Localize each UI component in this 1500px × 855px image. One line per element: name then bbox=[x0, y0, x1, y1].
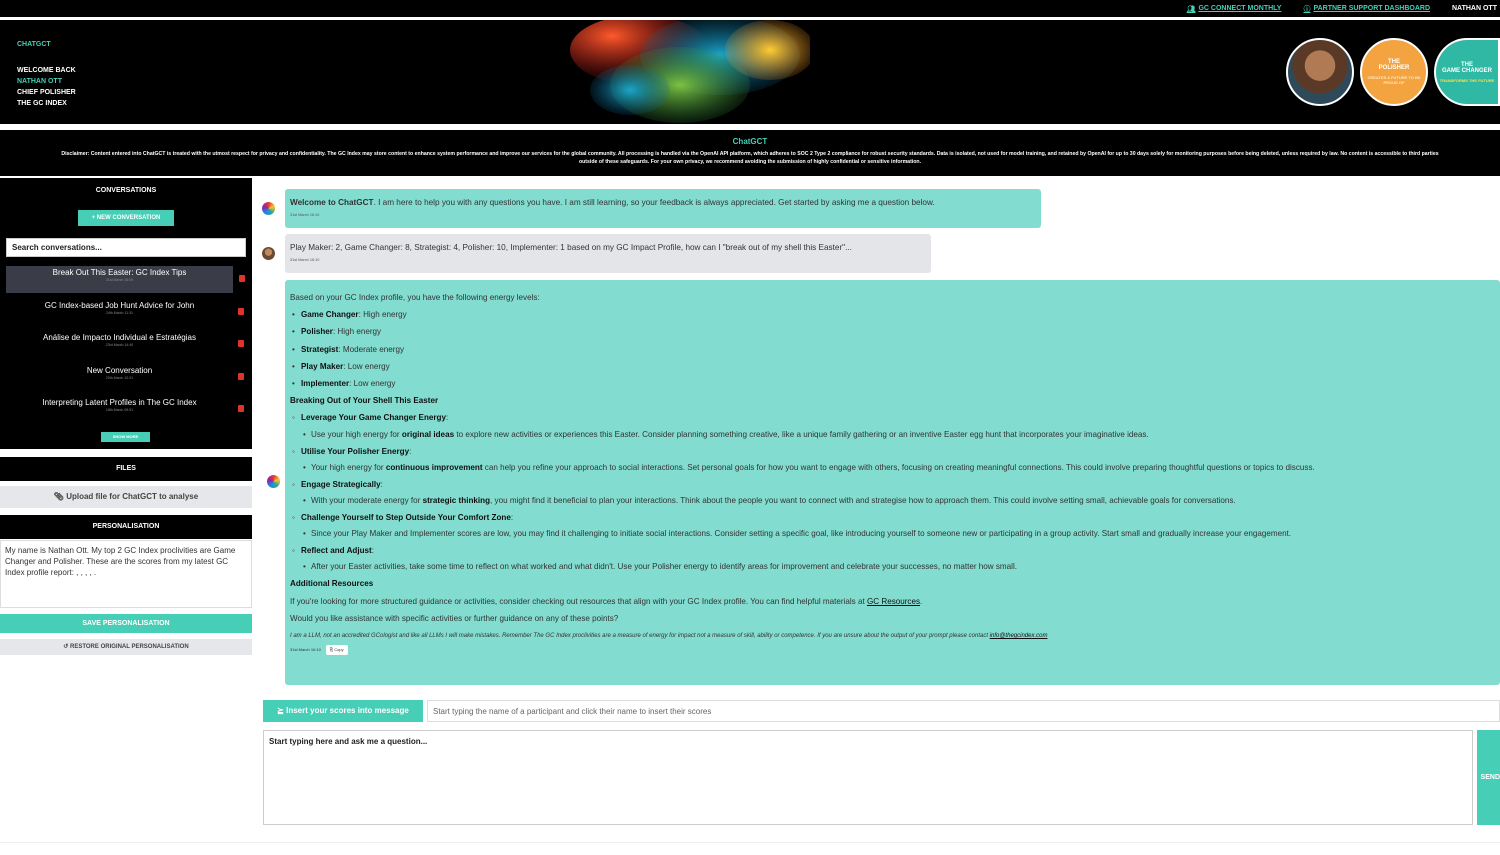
tip-title: Leverage Your Game Changer Energy bbox=[301, 413, 446, 423]
bot-message bbox=[262, 189, 1041, 228]
energy-level: : Low energy bbox=[349, 379, 396, 389]
conversation-title: GC Index-based Job Hunt Advice for John bbox=[44, 301, 195, 310]
list-item bbox=[290, 341, 1495, 358]
disclaimer-banner bbox=[0, 130, 1500, 176]
energy-name: Game Changer bbox=[301, 310, 359, 320]
copy-icon: ⎘ bbox=[329, 647, 334, 653]
message-bubble bbox=[285, 189, 1041, 228]
show-more-button[interactable]: SHOW MORE bbox=[101, 432, 150, 442]
energy-level: : Low energy bbox=[343, 361, 390, 371]
list-item bbox=[290, 375, 1495, 392]
personalisation-textarea[interactable]: My name is Nathan Ott. My top 2 GC Index proclivities are Game Changer and Polisher. These are the scores from my latest GC Index profile report: , , , , . bbox=[0, 540, 252, 608]
llm-disclaimer bbox=[290, 631, 1495, 641]
conversation-item[interactable] bbox=[6, 331, 246, 358]
list-item: ◦ Utilise Your Polisher Energy: bbox=[290, 443, 1495, 460]
contact-email-link[interactable]: info@thegcindex.com bbox=[989, 633, 1048, 640]
additional-text bbox=[290, 593, 1495, 610]
user-org: THE GC INDEX bbox=[17, 100, 67, 107]
undo-icon: ↺ bbox=[63, 644, 69, 650]
additional-heading: Additional Resources bbox=[290, 579, 374, 589]
trash-icon[interactable] bbox=[238, 340, 244, 347]
conversation-date: 23rd March 14:40 bbox=[105, 343, 134, 347]
welcome-text: . I am here to help you with any questions you have. I am still learning, so your feedback is always appreciated. Get started by asking me a question below. bbox=[373, 198, 935, 207]
user-avatar-icon bbox=[262, 247, 275, 260]
hero-banner bbox=[0, 20, 1500, 124]
welcome-text: WELCOME BACK bbox=[17, 67, 76, 74]
personalisation-title: PERSONALISATION bbox=[0, 515, 252, 539]
tip-title: Engage Strategically bbox=[301, 479, 381, 489]
save-personalisation-button[interactable]: SAVE PERSONALISATION bbox=[0, 614, 252, 633]
llm-disclaimer-text: I am a LLM, not an accredited GCologist and like all LLMs I will make mistakes. Remember The GC Index proclivities are a measure of energy for impact not a measure of skill, ability or competence. If you are unsure about the output of your prompt please contact bbox=[290, 633, 990, 640]
list-item bbox=[290, 462, 1495, 474]
trash-icon[interactable] bbox=[239, 275, 245, 282]
conversation-title: New Conversation bbox=[86, 366, 153, 375]
conversation-item[interactable] bbox=[6, 266, 233, 293]
tips-list bbox=[290, 409, 1495, 573]
conversation-date: 18th March 09:51 bbox=[105, 408, 134, 412]
avatar[interactable] bbox=[1286, 38, 1354, 106]
energy-name: Polisher bbox=[301, 327, 333, 337]
tip-text: , you might find it beneficial to plan your interactions. Think about the people you want to connect with and strategise how to approach them. This could involve setting small, achievable goals for conversations. bbox=[490, 496, 1236, 506]
message-bubble bbox=[285, 234, 931, 273]
trash-icon[interactable] bbox=[238, 308, 244, 315]
welcome-bold: Welcome to ChatGCT bbox=[290, 198, 374, 207]
game-changer-badge-line1: THE bbox=[1461, 61, 1473, 68]
energy-name: Implementer bbox=[301, 379, 350, 389]
conversation-title: Análise de Impacto Individual e Estratégias bbox=[43, 333, 196, 342]
partner-dashboard-link[interactable]: ⓘ PARTNER SUPPORT DASHBOARD bbox=[1303, 5, 1430, 13]
tip-text: With your moderate energy for bbox=[311, 496, 423, 506]
energy-level: : High energy bbox=[358, 310, 407, 320]
chart-icon: ⪴ bbox=[277, 706, 284, 715]
answer-intro: Based on your GC Index profile, you have the following energy levels: bbox=[290, 293, 540, 302]
tip-title: Utilise Your Polisher Energy bbox=[301, 446, 410, 456]
profile-badges bbox=[1286, 38, 1500, 106]
trash-icon[interactable] bbox=[238, 405, 244, 412]
conversation-date: 31st March 16:09 bbox=[105, 278, 134, 282]
list-item bbox=[290, 561, 1495, 573]
trash-icon[interactable] bbox=[238, 373, 244, 380]
additional-text-b: . bbox=[920, 596, 923, 606]
disclaimer-title: ChatGCT bbox=[732, 137, 768, 146]
additional-text-a: If you're looking for more structured guidance or activities, consider checking out resources that align with your GC Index profile. You can find helpful materials at bbox=[290, 596, 867, 606]
user-message bbox=[262, 234, 931, 273]
polisher-badge bbox=[1360, 38, 1428, 106]
energy-level: : Moderate energy bbox=[338, 344, 405, 354]
conversation-date: 20th March 10:21 bbox=[105, 376, 134, 380]
game-changer-badge-line2: GAME CHANGER bbox=[1441, 67, 1492, 74]
tip-text: Your high energy for bbox=[311, 462, 386, 472]
tip-title: Reflect and Adjust bbox=[301, 546, 372, 556]
welcome-block bbox=[17, 39, 76, 109]
conversations-title: CONVERSATIONS bbox=[95, 187, 157, 194]
participant-search-input[interactable]: Start typing the name of a participant and click their name to insert their scores bbox=[427, 700, 1500, 722]
message-textarea[interactable]: Start typing here and ask me a question... bbox=[263, 730, 1473, 825]
tip-bold: continuous improvement bbox=[385, 462, 483, 472]
info-icon: ⓘ bbox=[1303, 5, 1311, 13]
message-time: 31st March 16:10 bbox=[290, 647, 321, 653]
files-title: FILES bbox=[0, 457, 252, 481]
message-time: 31st March 16:10 bbox=[290, 213, 320, 217]
bot-avatar-icon bbox=[262, 202, 275, 215]
send-button[interactable]: SEND bbox=[1477, 730, 1500, 825]
closing-question: Would you like assistance with specific activities or further guidance on any of these points? bbox=[290, 613, 619, 623]
tip-text: After your Easter activities, take some time to reflect on what worked and what didn't. Use your Polisher energy to identify areas for improvement and celebrate your successes, no matter how small. bbox=[311, 562, 1018, 572]
people-icon: 👥︎ bbox=[1186, 5, 1196, 13]
conversation-title: Interpreting Latent Profiles in The GC Index bbox=[42, 398, 197, 407]
conversations-panel bbox=[0, 178, 252, 449]
polisher-badge-line2: POLISHER bbox=[1378, 65, 1410, 71]
list-item bbox=[290, 306, 1495, 323]
conversation-date: 24th March 11:31 bbox=[106, 311, 133, 315]
new-conversation-button[interactable]: + NEW CONVERSATION bbox=[78, 210, 174, 226]
user-role: CHIEF POLISHER bbox=[17, 89, 76, 96]
assistant-answer bbox=[285, 280, 1500, 685]
tip-text: to explore new activities or experiences this Easter. Consider planning something creative, like a unique family gathering or an inventive Easter egg hunt that incorporates your imaginative ideas. bbox=[454, 429, 1149, 439]
copy-label: Copy bbox=[334, 647, 344, 653]
search-conversations-input[interactable]: Search conversations... bbox=[6, 238, 246, 257]
tip-title: Challenge Yourself to Step Outside Your Comfort Zone bbox=[301, 513, 511, 523]
message-time: 31st March 16:10 bbox=[290, 258, 320, 262]
polisher-badge-tag: CREATES A FUTURE TO BE PROUD OF bbox=[1367, 75, 1421, 85]
answer-meta bbox=[290, 645, 1495, 655]
user-name[interactable]: NATHAN OTT bbox=[1452, 5, 1497, 12]
ink-smoke-image bbox=[570, 20, 810, 124]
list-item: ◦ Leverage Your Game Changer Energy: bbox=[290, 409, 1495, 426]
conversation-item[interactable] bbox=[6, 364, 246, 391]
tip-text: can help you refine your approach to social interactions. Set personal goals for how you want to engage with others, focusing on creating meaningful connections. This could involve preparing thoughtful questions or topics to discuss. bbox=[482, 462, 1315, 472]
list-item: ◦ Reflect and Adjust: bbox=[290, 542, 1495, 559]
disclaimer-text: Disclaimer: Content entered into ChatGCT is treated with the utmost respect for privacy and confidentiality. The GC Index may store content to enhance system performance and improve our services for the global community. All processing is handled via the OpenAI API platform, which adheres to SOC 2 Type 2 compliance for robust security standards. Data is isolated, not used for model training, and retained by OpenAI for up to 30 days solely for monitoring purposes before being deleted, unless required by law. No content is accessible to third parties outside of these safeguards. For your own privacy, we recommend avoiding the submission of highly confidential or sensitive information. bbox=[61, 151, 1439, 165]
insert-scores-button[interactable]: ⪴ Insert your scores into message bbox=[263, 700, 423, 722]
list-item bbox=[290, 528, 1495, 540]
user-full-name: NATHAN OTT bbox=[17, 78, 62, 85]
sidebar bbox=[0, 178, 252, 650]
list-item: ◦ Engage Strategically: bbox=[290, 476, 1495, 493]
copy-button[interactable] bbox=[326, 645, 348, 655]
bot-avatar-icon bbox=[267, 475, 280, 488]
divider bbox=[0, 842, 1500, 843]
conversation-title: Break Out This Easter: GC Index Tips bbox=[52, 268, 187, 277]
energy-name: Strategist bbox=[301, 344, 339, 354]
tip-bold: original ideas bbox=[401, 429, 455, 439]
list-item bbox=[290, 323, 1495, 340]
game-changer-badge-tag: TRANSFORMS THE FUTURE bbox=[1439, 77, 1495, 83]
brand-label: CHATGCT bbox=[17, 41, 51, 48]
energy-list bbox=[290, 306, 1495, 392]
list-item bbox=[290, 429, 1495, 441]
gc-resources-link[interactable]: GC Resources bbox=[866, 596, 921, 606]
tip-bold: strategic thinking bbox=[422, 496, 491, 506]
tip-text: Since your Play Maker and Implementer scores are low, you may find it challenging to initiate social interactions. Consider setting a specific goal, like introducing yourself to someone new or participating in a group activity. Start small and gradually increase your engagement. bbox=[311, 529, 1292, 539]
list-item bbox=[290, 495, 1495, 507]
energy-name: Play Maker bbox=[301, 361, 344, 371]
conversation-item[interactable] bbox=[6, 396, 246, 423]
polisher-badge-line1: THE bbox=[1388, 59, 1400, 65]
gc-connect-link[interactable]: 👥︎ GC CONNECT MONTHLY bbox=[1186, 5, 1282, 13]
user-message-text: Play Maker: 2, Game Changer: 8, Strategist: 4, Polisher: 10, Implementer: 1 based on my GC Impact Profile, how can I "break out of my shell this Easter"... bbox=[290, 243, 852, 252]
list-item bbox=[290, 358, 1495, 375]
energy-level: : High energy bbox=[332, 327, 382, 337]
game-changer-badge bbox=[1434, 38, 1500, 106]
tip-text: Use your high energy for bbox=[311, 429, 402, 439]
conversation-item[interactable] bbox=[6, 299, 246, 326]
restore-personalisation-button[interactable]: ↺ RESTORE ORIGINAL PERSONALISATION bbox=[0, 639, 252, 655]
paperclip-icon: 📎︎ bbox=[53, 492, 64, 501]
answer-heading: Breaking Out of Your Shell This Easter bbox=[290, 396, 439, 406]
top-bar bbox=[0, 0, 1500, 17]
list-item: ◦ Challenge Yourself to Step Outside Your Comfort Zone: bbox=[290, 509, 1495, 526]
upload-file-button[interactable]: 📎︎ Upload file for ChatGCT to analyse bbox=[0, 486, 252, 508]
